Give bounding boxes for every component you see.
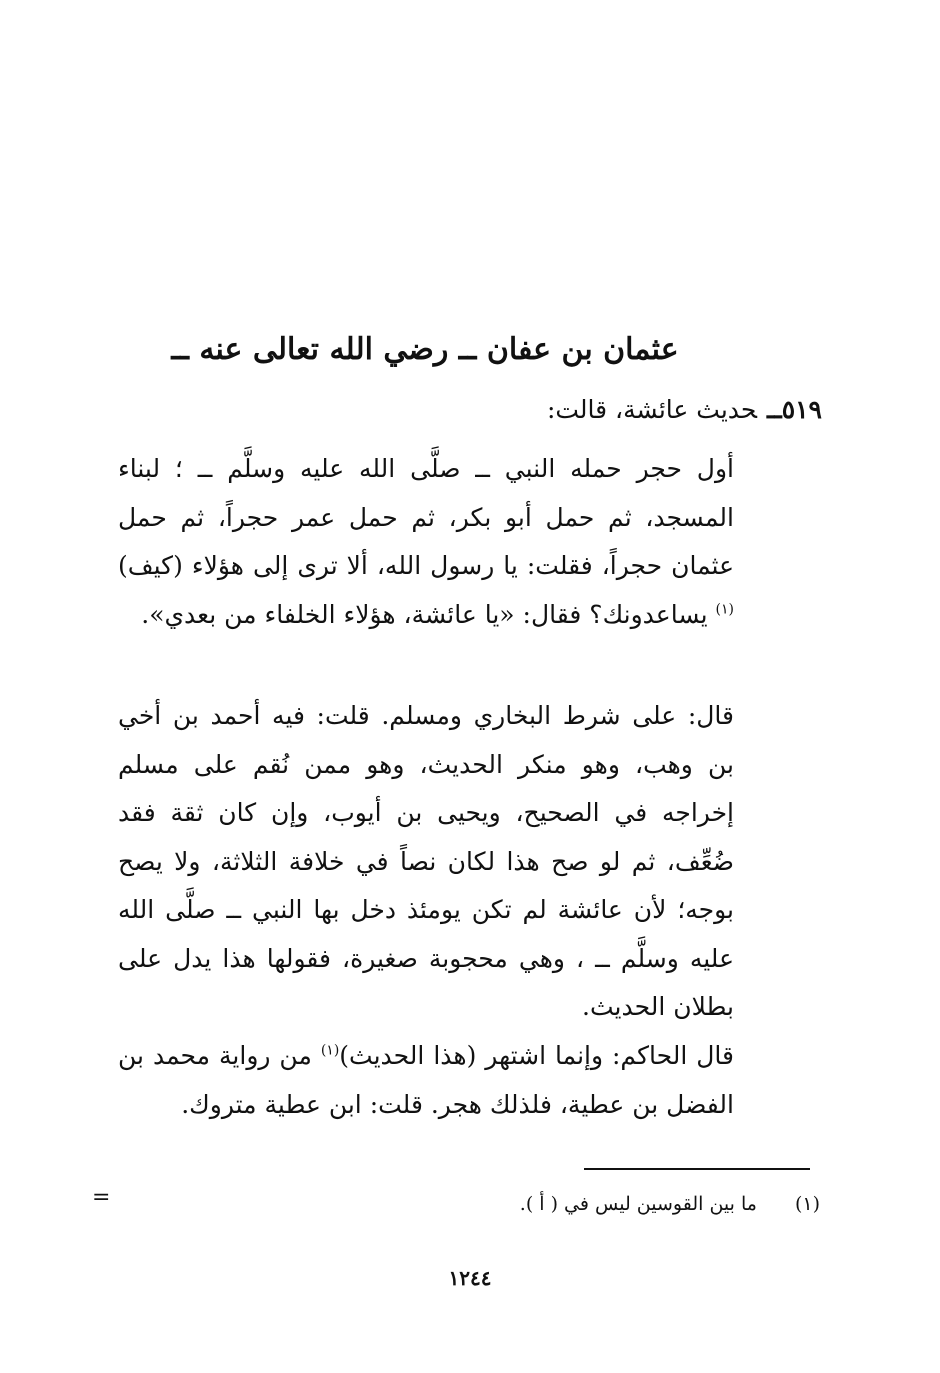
hadith-text-part-b: يساعدونك؟ فقال: «يا عائشة، هؤلاء الخلفاء من بعدي». (141, 599, 716, 629)
footnote-text: ما بين القوسين ليس في ( أ ). (519, 1193, 757, 1215)
commentary-paragraph: قال: على شرط البخاري ومسلم. قلت: فيه أحمد بن أخي بن وهب، وهو منكر الحديث، وهو ممن نُقم على مسلم إخراجه في الصحيح، ويحيى بن أيوب، وإن كان ثقة فقد ضُعِّف، ثم لو صح هذا لكان نصاً في خلافة الثلاثة، ولا يصح بوجه؛ لأن عائشة لم تكن يومئذ دخل بها النبي ــ صلَّى الله عليه وسلَّم ــ ، وهي محجوبة صغيرة، فقولها هذا يدل على بطلان الحديث. (118, 701, 734, 1021)
hadith-header (122, 390, 822, 430)
section-heading: عثمان بن عفان ــ رضي الله تعالى عنه ــ (171, 332, 679, 367)
footnote-divider (584, 1168, 810, 1170)
hakim-text-part-a: قال الحاكم: وإنما اشتهر (هذا الحديث) (339, 1041, 734, 1070)
hadith-intro: حديث عائشة، قالت: (546, 395, 758, 424)
footnote (200, 1188, 820, 1220)
hadith-text-part-a: أول حجر حمله النبي ــ صلَّى الله عليه وسلَّم ــ ؛ لبناء المسجد، ثم حمل أبو بكر، ثم حمل عمر حجراً، ثم حمل عثمان حجراً، فقلت: يا رسول الله، ألا ترى إلى هؤلاء (كيف) (118, 454, 734, 580)
hadith-text-paragraph (118, 445, 734, 639)
hakim-paragraph (118, 1032, 734, 1129)
footnote-reference: (١) (715, 601, 734, 618)
hadith-number: ٥١٩ــ (767, 395, 822, 424)
footnote-reference-2: (١) (320, 1042, 340, 1059)
page-number: ١٢٤٤ (448, 1266, 492, 1290)
hakim-text-part-b: من رواية محمد بن الفضل بن عطية، فلذلك هجر. قلت: ابن عطية متروك. (118, 1041, 734, 1119)
footnote-marker: (١) (794, 1193, 820, 1215)
continuation-mark: = (92, 1185, 111, 1210)
